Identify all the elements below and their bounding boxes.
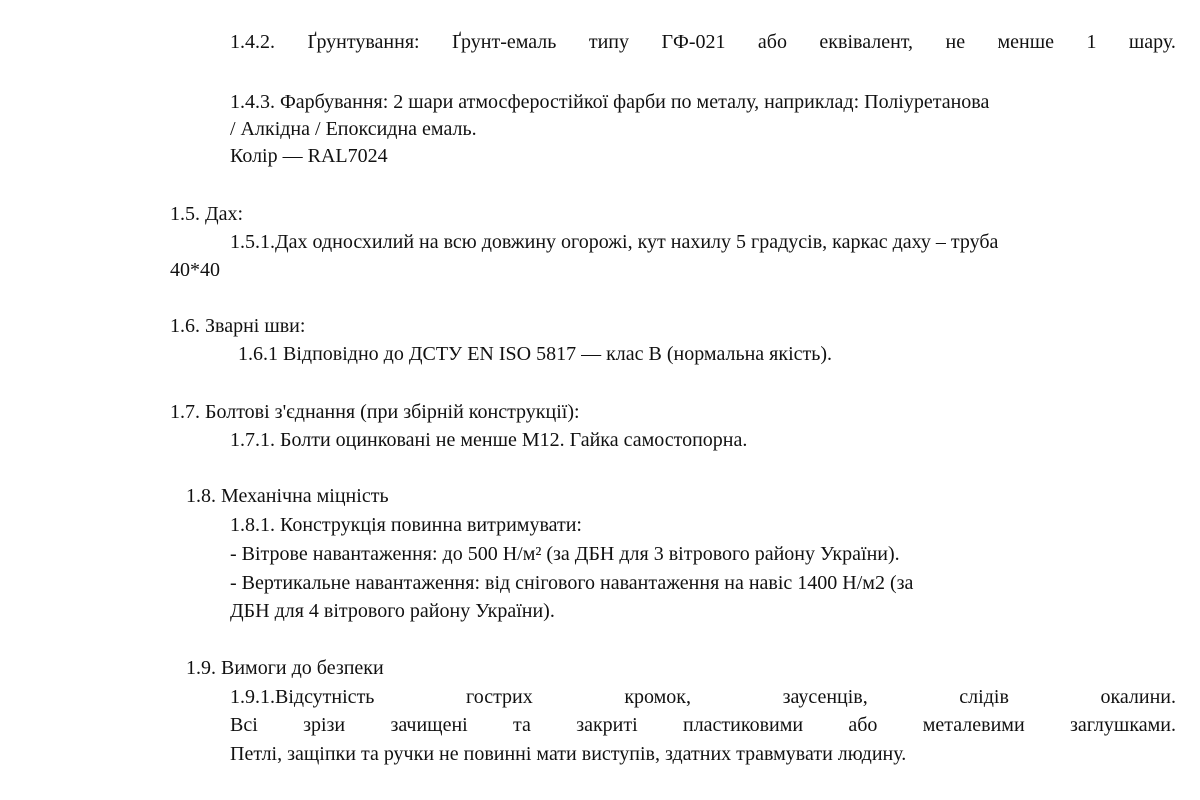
word: кромок, [624,686,692,708]
clause-1-8-1-line1: 1.8.1. Конструкція повинна витримувати: [230,514,582,536]
word: Ґрунтування: [307,31,420,53]
word: Всі [230,714,258,736]
word: заусенців, [782,686,868,708]
word: 1.9.1.Відсутність [230,686,375,708]
section-1-9-heading: 1.9. Вимоги до безпеки [186,657,384,679]
clause-1-6-1: 1.6.1 Відповідно до ДСТУ EN ISO 5817 — клас В (нормальна якість). [238,343,833,365]
section-1-5-heading: 1.5. Дах: [170,203,244,225]
word: закриті [576,714,638,736]
word: або [757,31,787,53]
section-1-8-heading: 1.8. Механічна міцність [186,485,389,507]
word: не [945,31,966,53]
clause-1-9-1-line1 [230,683,1176,711]
word: гострих [465,686,533,708]
word: шару. [1128,31,1176,53]
clause-1-9-1-line3: Петлі, защіпки та ручки не повинні мати виступів, здатних травмувати людину. [230,743,907,765]
clause-1-7-1: 1.7.1. Болти оцинковані не менше М12. Гайка самостопорна. [230,429,748,451]
word: зрізи [303,714,346,736]
clause-1-4-3-line1: 1.4.3. Фарбування: 2 шари атмосферостійкої фарби по металу, наприклад: Поліуретанова [230,91,990,113]
word: еквівалент, [819,31,914,53]
clause-1-8-1-line3: - Вертикальне навантаження: від снігового навантаження на навіс 1400 Н/м2 (за [230,572,914,594]
clause-1-5-1-line2: 40*40 [170,259,220,281]
word: Ґрунт-емаль [452,31,557,53]
word: заглушками. [1069,714,1176,736]
clause-1-5-1-line1: 1.5.1.Дах односхилий на всю довжину огорожі, кут нахилу 5 градусів, каркас даху – труба [230,231,999,253]
word: 1.4.2. [230,31,275,53]
word: та [513,714,531,736]
word: металевими [922,714,1025,736]
clause-1-4-3-line3: Колір — RAL7024 [230,145,388,167]
word: ГФ-021 [661,31,726,53]
word: окалини. [1100,686,1176,708]
word: типу [588,31,630,53]
clause-1-4-3-line2: / Алкідна / Епоксидна емаль. [230,118,477,140]
clause-1-8-1-line4: ДБН для 4 вітрового району України). [230,600,555,622]
section-1-6-heading: 1.6. Зварні шви: [170,315,306,337]
clause-1-9-1-line2 [230,711,1176,739]
word: менше [997,31,1055,53]
clause-1-8-1-line2: - Вітрове навантаження: до 500 Н/м² (за ДБН для 3 вітрового району України). [230,543,900,565]
clause-1-4-2 [230,28,1176,56]
word: або [848,714,878,736]
word: зачищені [390,714,468,736]
word: пластиковими [682,714,804,736]
section-1-7-heading: 1.7. Болтові з'єднання (при збірній конструкції): [170,401,580,423]
word: слідів [959,686,1009,708]
word: 1 [1086,31,1097,53]
